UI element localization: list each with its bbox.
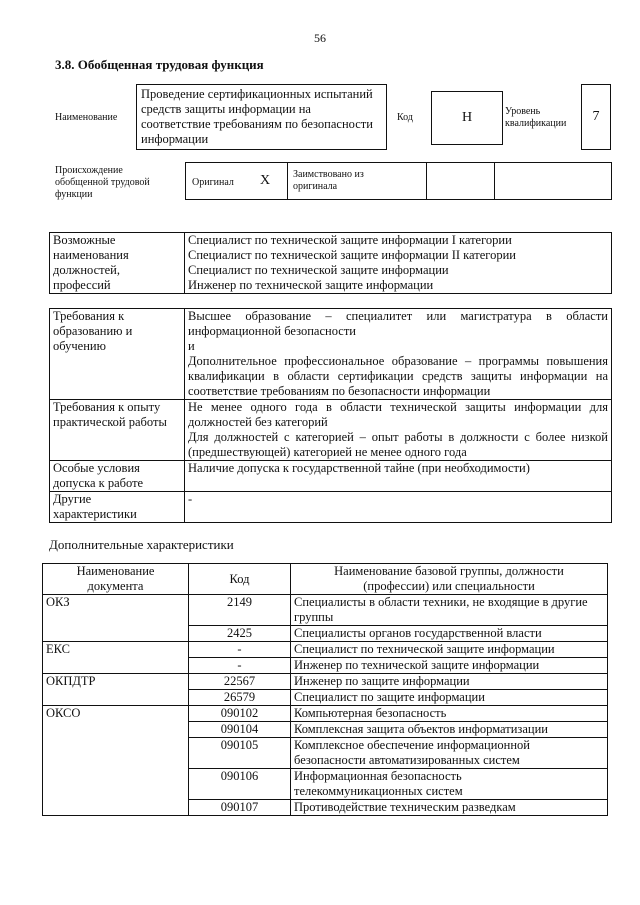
code-cell: 090104: [189, 722, 291, 738]
origin-borrowed-label: Заимствовано из оригинала: [293, 169, 364, 192]
table-row: [43, 642, 608, 658]
name-cell: Специалист по технической защите информации: [291, 642, 608, 658]
code-cell: 090106: [189, 769, 291, 800]
name-cell: Комплексное обеспечение информационной безопасности автоматизированных систем: [291, 738, 608, 769]
code-cell: 2149: [189, 595, 291, 626]
positions-table: [49, 232, 612, 294]
col-name-header: Наименование базовой группы, должности (профессии) или специальности: [291, 564, 608, 595]
req-experience-row: [50, 400, 612, 461]
additional-title: Дополнительные характеристики: [49, 537, 234, 552]
origin-original-label: Оригинал: [192, 177, 234, 188]
position-item: Инженер по технической защите информации: [188, 278, 434, 292]
name-cell: Комплексная защита объектов информатизации: [291, 722, 608, 738]
position-item: Специалист по технической защите информации II категории: [188, 248, 516, 262]
name-cell: Информационная безопасность телекоммуникационных систем: [291, 769, 608, 800]
positions-list: [185, 233, 612, 294]
code-cell: -: [189, 658, 291, 674]
name-value-line: информации: [141, 132, 209, 146]
doc-cell: ЕКС: [43, 642, 189, 674]
req-special-label: Особые условия допуска к работе: [50, 461, 185, 492]
code-cell: 26579: [189, 690, 291, 706]
name-value-line: Проведение сертификационных испытаний: [141, 87, 373, 101]
doc-cell: ОКПДТР: [43, 674, 189, 706]
table-row: [43, 706, 608, 722]
col-doc-header: Наименование документа: [43, 564, 189, 595]
code-cell: 2425: [189, 626, 291, 642]
name-label: Наименование: [55, 112, 118, 123]
position-item: Специалист по технической защите информации: [188, 263, 449, 277]
table-row: [43, 674, 608, 690]
level-label: Уровень квалификации: [505, 106, 567, 129]
req-experience-label: Требования к опыту практической работы: [50, 400, 185, 461]
positions-label: Возможные наименования должностей, профессий: [50, 233, 185, 294]
req-education-text: Высшее образование – специалитет или магистратура в области информационной безопасности и Дополнительное профессиональное образование – программы повышения квалификации в области сертификации средств защиты информации на соответствие требованиям по безопасности информации: [185, 309, 612, 400]
additional-table: [42, 563, 608, 816]
name-cell: Противодействие техническим разведкам: [291, 800, 608, 816]
code-value: H: [431, 91, 503, 145]
requirements-table: [49, 308, 612, 523]
req-special-row: [50, 461, 612, 492]
name-value: [136, 84, 387, 150]
code-cell: 090102: [189, 706, 291, 722]
table-row: [43, 595, 608, 626]
origin-original-mark: X: [260, 173, 271, 188]
doc-cell: ОКЗ: [43, 595, 189, 642]
req-other-label: Другие характеристики: [50, 492, 185, 523]
section-title: 3.8. Обобщенная трудовая функция: [55, 57, 264, 72]
req-education-label: Требования к образованию и обучению: [50, 309, 185, 400]
code-cell: 090105: [189, 738, 291, 769]
page-number: 56: [314, 31, 326, 45]
origin-label: Происхождение обобщенной трудовой функции: [55, 165, 150, 200]
name-cell: Компьютерная безопасность: [291, 706, 608, 722]
req-other-text: -: [185, 492, 612, 523]
name-cell: Специалисты органов государственной власти: [291, 626, 608, 642]
name-cell: Специалист по защите информации: [291, 690, 608, 706]
name-value-line: соответствие требованиям по безопасности: [141, 117, 373, 131]
name-cell: Инженер по технической защите информации: [291, 658, 608, 674]
req-special-text: Наличие допуска к государственной тайне (при необходимости): [185, 461, 612, 492]
doc-cell: ОКСО: [43, 706, 189, 816]
req-education-row: [50, 309, 612, 400]
level-value: 7: [581, 84, 611, 150]
code-cell: 22567: [189, 674, 291, 690]
req-experience-text: Не менее одного года в области технической защиты информации для должностей без категорий Для должностей с категорией – опыт работы в должности с более низкой (предшествующей) категорией не менее одного года: [185, 400, 612, 461]
name-value-line: средств защиты информации на: [141, 102, 311, 116]
code-cell: 090107: [189, 800, 291, 816]
code-label: Код: [397, 112, 413, 123]
name-cell: Специалисты в области техники, не входящие в другие группы: [291, 595, 608, 626]
additional-header-row: [43, 564, 608, 595]
col-code-header: Код: [189, 564, 291, 595]
req-other-row: [50, 492, 612, 523]
code-cell: -: [189, 642, 291, 658]
origin-row: [185, 162, 612, 200]
name-cell: Инженер по защите информации: [291, 674, 608, 690]
position-item: Специалист по технической защите информации I категории: [188, 233, 512, 247]
